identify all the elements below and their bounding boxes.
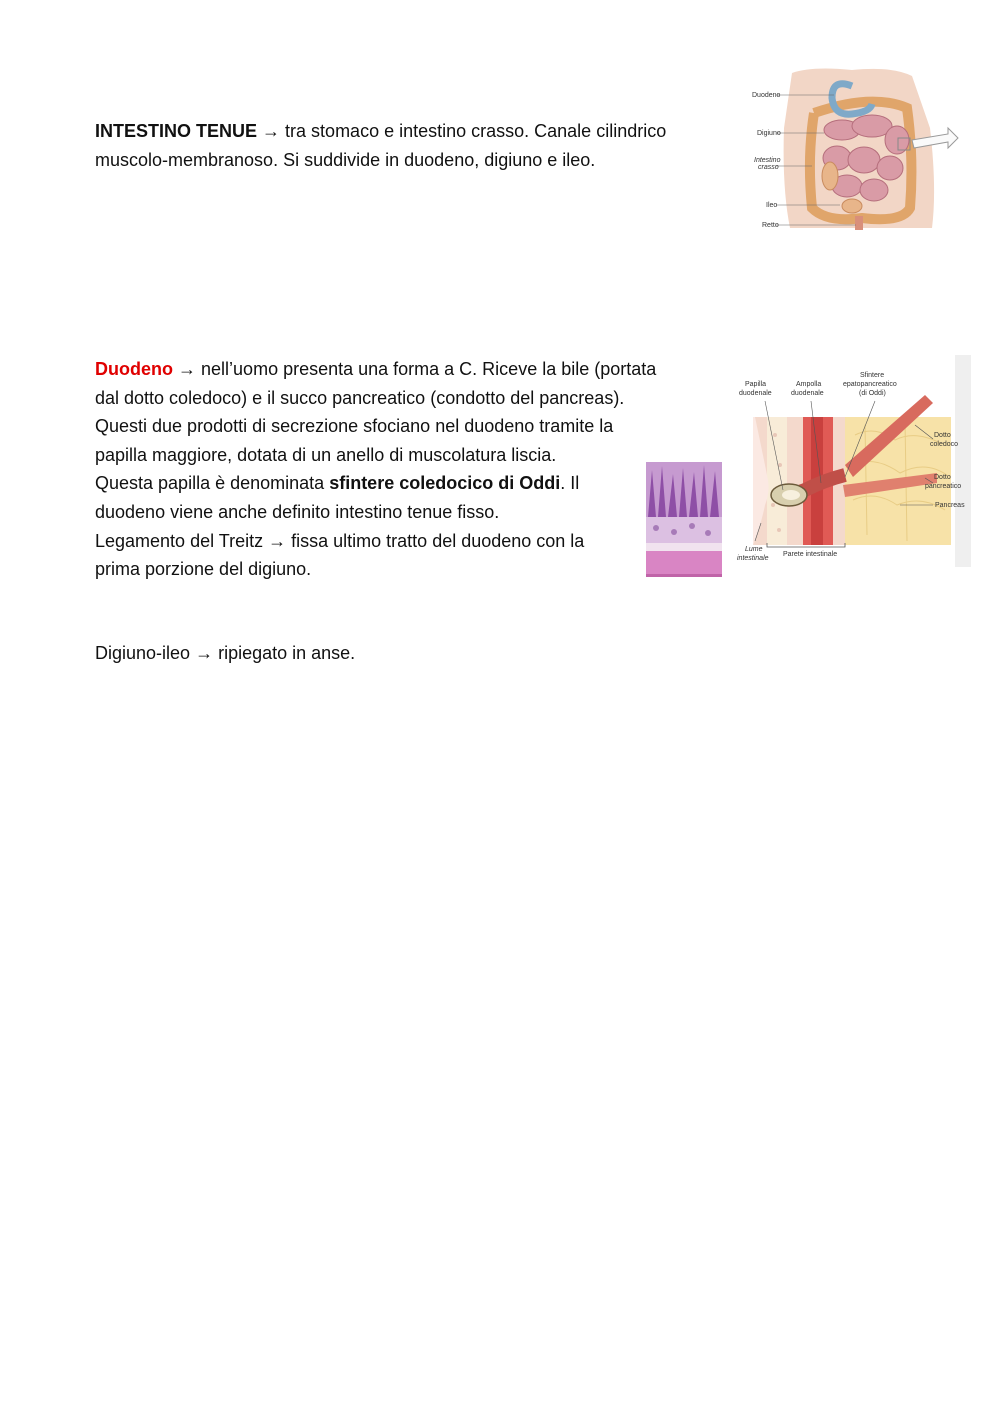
label-dotto-coledoco-1: Dotto (934, 432, 951, 439)
label-sfintere-1: Sfintere (860, 372, 885, 379)
digiuno-ileo-term: Digiuno-ileo (95, 643, 191, 663)
label-dotto-coledoco-2: coledoco (930, 441, 959, 448)
intestino-tenue-paragraph (95, 117, 666, 174)
duodeno-line8: prima porzione del digiuno. (95, 559, 312, 580)
arrow-icon: → (178, 359, 197, 379)
duodeno-term: Duodeno (95, 359, 173, 379)
label-lume-1: Lume (745, 546, 763, 553)
label-retto: Retto (762, 222, 779, 229)
duodeno-line5-pre: Questa papilla è denominata (95, 473, 325, 494)
duodeno-line1: nell’uomo presenta una forma a C. Riceve la bile (portata (201, 359, 657, 379)
label-intestino-crasso-2: crasso (758, 164, 779, 171)
label-parete-intestinale: Parete intestinale (783, 551, 838, 558)
duodeno-line4: papilla maggiore, dotata di un anello di muscolatura liscia. (95, 444, 557, 465)
intestino-tenue-line2: muscolo-membranoso. Si suddivide in duodeno, digiuno e ileo. (95, 149, 596, 170)
sfintere-oddi-term: sfintere coledocico di Oddi (329, 473, 561, 494)
duodeno-line7-post: fissa ultimo tratto del duodeno con la (291, 530, 585, 551)
label-sfintere-3: (di Oddi) (859, 390, 886, 397)
duodeno-line5-post: . Il (560, 473, 580, 494)
label-dotto-pancreatico-1: Dotto (934, 474, 951, 481)
duodeno-line2: dal dotto coledoco) e il succo pancreatico (condotto del pancreas). (95, 387, 625, 408)
arrow-icon: → (262, 121, 281, 141)
duodenum-histology-micrograph (646, 462, 722, 577)
label-dotto-pancreatico-2: pancreatico (925, 483, 962, 490)
sphincter-of-oddi-figure (725, 355, 971, 567)
duodeno-line6: duodeno viene anche definito intestino tenue fisso. (95, 501, 500, 522)
label-papilla-2: duodenale (739, 390, 772, 397)
duodeno-line3: Questi due prodotti di secrezione sfociano nel duodeno tramite la (95, 416, 614, 437)
label-digiuno: Digiuno (757, 130, 781, 137)
label-sfintere-2: epatopancreatico (843, 381, 897, 388)
label-papilla-1: Papilla (745, 381, 767, 388)
treitz-term: Legamento del Treitz (95, 530, 264, 551)
intestino-tenue-line1: tra stomaco e intestino crasso. Canale cilindrico (285, 121, 667, 141)
duodeno-paragraph (95, 355, 656, 584)
label-pancreas: Pancreas (935, 502, 965, 509)
label-ampolla-2: duodenale (791, 390, 824, 397)
label-lume-2: intestinale (737, 555, 769, 562)
label-intestino-crasso-1: Intestino (754, 157, 781, 164)
arrow-icon: → (195, 643, 214, 663)
small-intestine-abdomen-figure (752, 68, 962, 233)
arrow-icon: → (268, 530, 287, 551)
intestino-tenue-term: INTESTINO TENUE (95, 121, 258, 141)
label-ileo: Ileo (766, 202, 778, 209)
digiuno-ileo-text: ripiegato in anse. (218, 643, 356, 663)
digiuno-ileo-paragraph (95, 639, 355, 668)
label-duodeno: Duodeno (752, 92, 781, 99)
label-ampolla-1: Ampolla (796, 381, 822, 388)
